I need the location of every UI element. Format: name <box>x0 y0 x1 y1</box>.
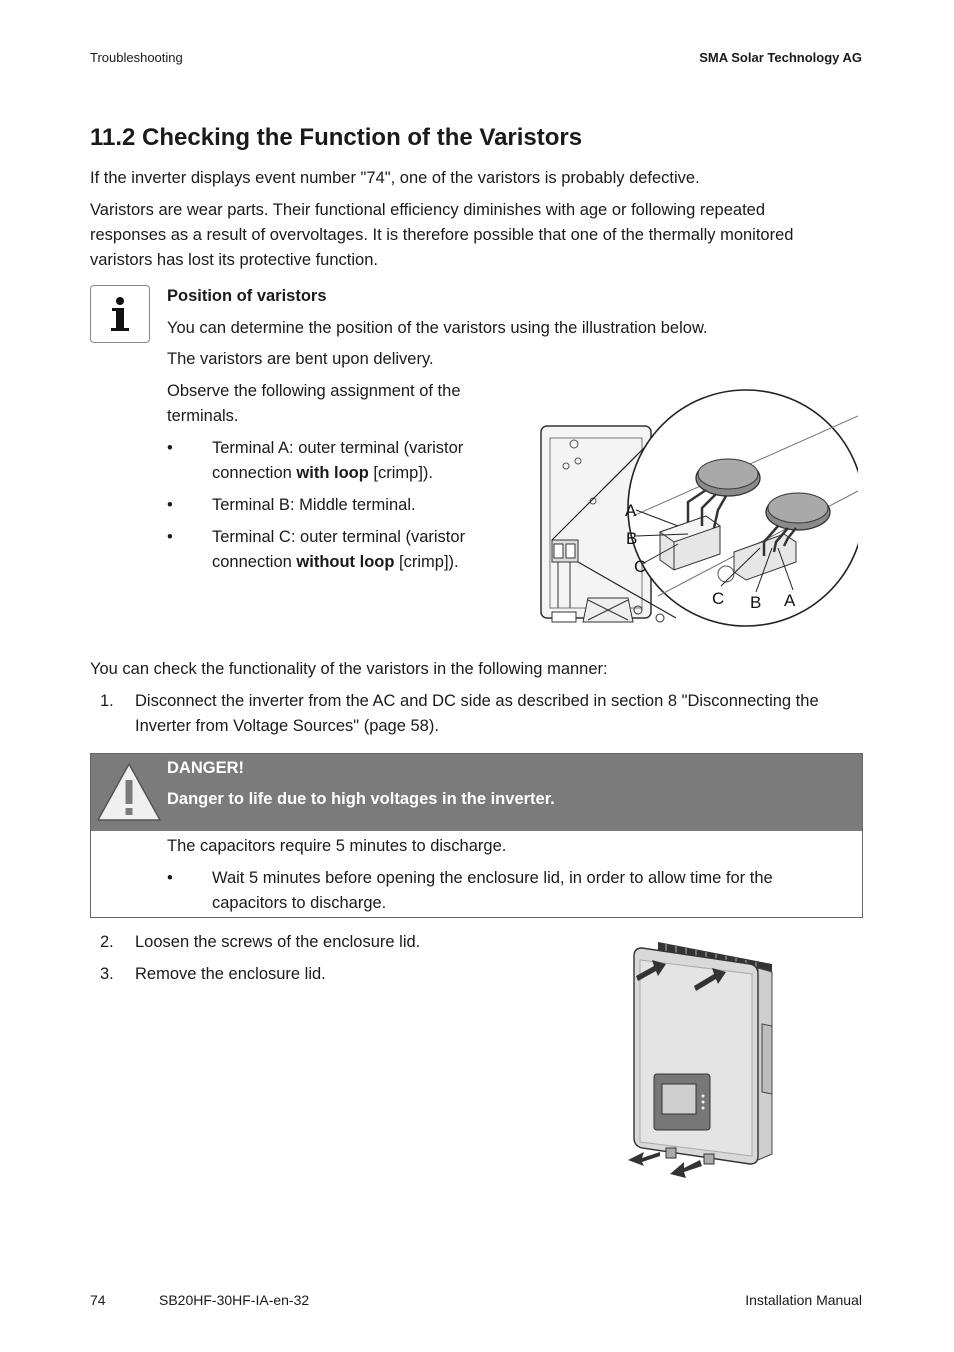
label-b-right: B <box>750 593 762 612</box>
step-1-line-2: Inverter from Voltage Sources" (page 58). <box>135 717 439 735</box>
manual-type: Installation Manual <box>745 1292 862 1308</box>
header-section: Troubleshooting <box>90 50 183 65</box>
page-title: 11.2 Checking the Function of the Varistors <box>90 124 583 151</box>
info-line-1: You can determine the position of the varistors using the illustration below. <box>167 319 708 337</box>
warning-triangle-icon <box>94 758 164 826</box>
check-intro: You can check the functionality of the varistors in the following manner: <box>90 660 608 678</box>
terminal-b-bullet: • Terminal B: Middle terminal. <box>167 496 416 514</box>
danger-notice <box>90 753 863 918</box>
terminal-c-bullet: • Terminal C: outer terminal (varistor connection without loop [crimp]). <box>167 528 466 571</box>
info-heading: Position of varistors <box>167 287 327 305</box>
document-id: SB20HF-30HF-IA-en-32 <box>159 1292 310 1308</box>
danger-body: The capacitors require 5 minutes to discharge. <box>167 837 507 855</box>
intro-paragraph-1: If the inverter displays event number "74", one of the varistors is probably defective. <box>90 169 700 187</box>
danger-label: DANGER! <box>167 759 244 777</box>
info-icon <box>90 285 150 343</box>
intro-paragraph-2-line-3: varistors has lost its protective function. <box>90 251 378 269</box>
label-a-right: A <box>784 591 796 610</box>
danger-headline: Danger to life due to high voltages in the inverter. <box>167 790 555 808</box>
step-3-text: Remove the enclosure lid. <box>135 965 326 983</box>
terminal-a-bullet: • Terminal A: outer terminal (varistor connection with loop [crimp]). <box>167 439 464 482</box>
info-line-2: The varistors are bent upon delivery. <box>167 350 434 368</box>
danger-bullet: • Wait 5 minutes before opening the enclosure lid, in order to allow time for the capacitors to discharge. <box>167 869 773 912</box>
inverter-lid-removal-illustration <box>624 934 778 1186</box>
intro-paragraph-2-line-1: Varistors are wear parts. Their functional efficiency diminishes with age or following repeated <box>90 201 766 219</box>
step-1-line-1: Disconnect the inverter from the AC and DC side as described in section 8 "Disconnecting the <box>135 692 819 710</box>
danger-header <box>91 754 862 831</box>
step-3-number: 3. <box>100 965 114 983</box>
label-a-left: A <box>625 501 637 520</box>
step-1-number: 1. <box>100 692 114 710</box>
step-2-number: 2. <box>100 933 114 951</box>
info-line-3a: Observe the following assignment of the <box>167 382 461 400</box>
header-company: SMA Solar Technology AG <box>699 50 862 65</box>
info-line-3b: terminals. <box>167 407 239 425</box>
label-c-left: C <box>634 557 647 576</box>
label-c-right: C <box>712 589 725 608</box>
step-2-text: Loosen the screws of the enclosure lid. <box>135 933 421 951</box>
intro-paragraph-2-line-2: responses as a result of overvoltages. It is therefore possible that one of the thermally monitored <box>90 226 794 244</box>
varistor-position-illustration <box>538 386 858 636</box>
label-b-left: B <box>626 529 638 548</box>
page-number: 74 <box>90 1292 106 1308</box>
